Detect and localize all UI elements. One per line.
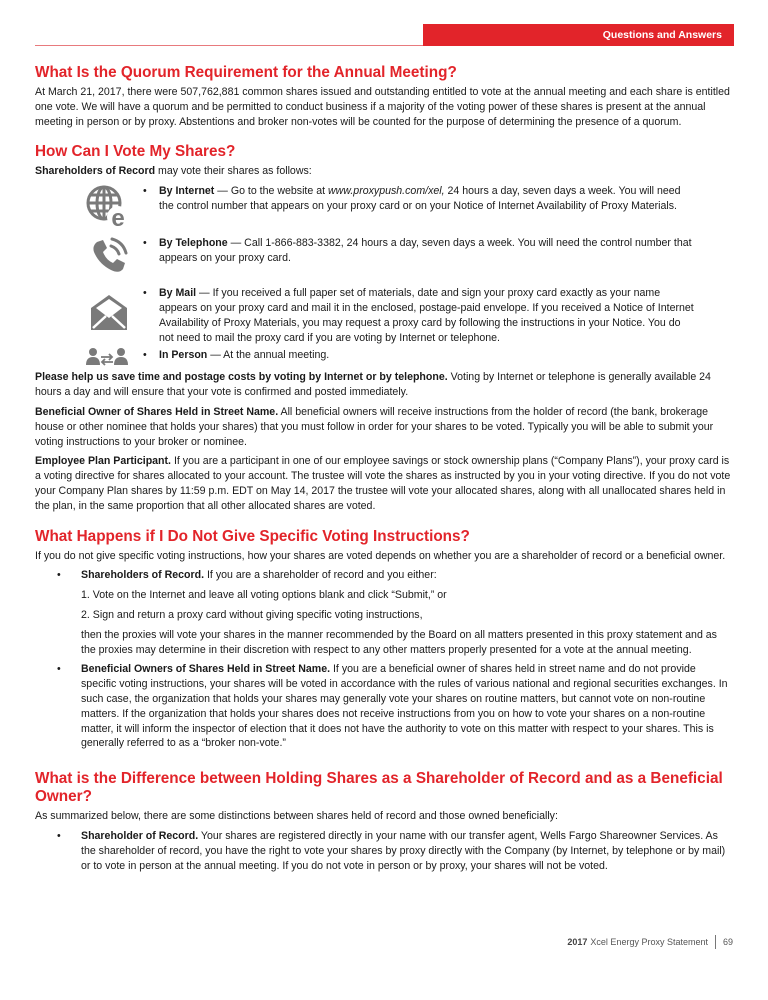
method-internet-text [159, 184, 694, 214]
header-rule [35, 45, 425, 46]
step-2: 2. Sign and return a proxy card without giving specific voting instructions, [81, 608, 423, 621]
footer-title: Xcel Energy Proxy Statement [590, 937, 708, 947]
list-item-text [81, 568, 731, 662]
then-paragraph: then the proxies will vote your shares in the manner recommended by the Board on all matters presented in this proxy statement and as the proxies may determine in their discretion with respect to any other matters properly presented for a vote at the annual meeting. [81, 628, 717, 656]
method-text: 24 hours a day, seven days a week. You will need the control number that appears on your proxy card or on your Notice of Internet Availability of Proxy Materials. [159, 185, 681, 212]
no-instructions-intro: If you do not give specific voting instructions, how your shares are voted depends on whether you are a shareholder of record or a beneficial owner. [35, 549, 726, 562]
street-rest: All beneficial owners will receive instructions from the holder of record (the bank, brokerage house or other nominee that holds your shares) that you must follow in order for your shares to be voted. Typically you will be able to submit your voting instructions to your broker or nominee. [35, 405, 714, 448]
page-footer [567, 935, 733, 949]
holder-record-bold: Shareholder of Record. [81, 829, 199, 842]
method-title: By Internet [159, 185, 215, 198]
list-item [35, 662, 735, 756]
street-owner-rest: If you are a beneficial owner of shares held in street name and do not provide specific voting instructions, your shares will be voted in accordance with the rules of various national and regional securities exchanges. In such case, the organization that holds your shares may generally vote your shares on routine matters, but cannot vote on non-routine matters. If the organization that holds your shares does not receive instructions from you on how to vote your shares on a non-routine matter, it will inform the inspector of election that it does not have the authority to vote on this matter with respect to your shares. This is generally referred to as a “broker non-vote.” [81, 663, 728, 750]
globe-internet-icon [35, 184, 143, 228]
no-instructions-list [35, 568, 735, 756]
method-title: By Mail [159, 287, 197, 300]
step-1: 1. Vote on the Internet and leave all voting options blank and click “Submit,” or [81, 589, 447, 602]
method-title: In Person [159, 349, 208, 362]
method-in-person [35, 348, 735, 366]
street-bold: Beneficial Owner of Shares Held in Street Name. [35, 405, 279, 418]
heading-no-instructions: What Happens if I Do Not Give Specific Voting Instructions? [35, 527, 470, 545]
method-mail [35, 286, 735, 345]
street-owner-paragraph [81, 662, 731, 751]
how-vote-intro [35, 164, 735, 179]
employee-plan-paragraph [35, 454, 735, 513]
method-text: — At the annual meeting. [207, 349, 330, 362]
bullet: • [57, 569, 61, 582]
section-how-vote [35, 143, 735, 513]
people-exchange-icon [35, 348, 143, 366]
plan-bold: Employee Plan Participant. [35, 455, 171, 468]
street-owner-bold: Beneficial Owners of Shares Held in Street Name. [81, 663, 331, 676]
page-number: 69 [722, 937, 733, 947]
heading-difference: What is the Difference between Holding Shares as a Shareholder of Record and as a Beneficial Owner? [35, 770, 723, 806]
method-mail-text [159, 286, 694, 345]
bullet: • [57, 663, 61, 676]
page-content [35, 64, 735, 892]
difference-intro: As summarized below, there are some distinctions between shares held of record and those owned beneficially: [35, 810, 558, 823]
method-internet [35, 184, 735, 228]
intro-bold: Shareholders of Record [35, 165, 156, 178]
envelope-icon [35, 286, 143, 332]
method-text: — If you received a full paper set of materials, date and sign your proxy card exactly as your name appears on your proxy card and mail it in the enclosed, postage-paid envelope. If you received a Notice of Internet Availability of Proxy Materials, you may request a proxy card by following the instructions in your Notice. You do not need to mail the proxy card if you are voting by Internet or telephone. [159, 287, 694, 344]
method-text: — Go to the website at [214, 185, 328, 198]
method-title: By Telephone [159, 237, 228, 250]
list-item-text [81, 662, 731, 756]
proxy-website-link[interactable]: www.proxypush.com/xel, [328, 185, 445, 198]
holder-record-paragraph [81, 829, 731, 873]
intro-rest: may vote their shares as follows: [155, 165, 312, 178]
difference-list [35, 829, 735, 878]
method-telephone [35, 236, 735, 276]
save-rest: Voting by Internet or telephone is generally available 24 hours a day and will ensure that your vote is confirmed and posted immediately. [35, 371, 711, 399]
record-rest: If you are a shareholder of record and you either: [204, 569, 437, 582]
bullet: • [57, 829, 61, 842]
save-bold: Please help us save time and postage costs by voting by Internet or by telephone. [35, 371, 448, 384]
heading-how-vote: How Can I Vote My Shares? [35, 143, 236, 161]
section-difference [35, 770, 735, 878]
phone-icon [35, 236, 143, 276]
record-bold: Shareholders of Record. [81, 569, 205, 582]
bullet: • [143, 349, 147, 362]
footer-separator [715, 935, 716, 949]
bullet: • [143, 185, 147, 198]
list-item [35, 829, 735, 878]
bullet: • [143, 237, 147, 250]
method-telephone-text [159, 236, 694, 266]
save-costs-paragraph [35, 370, 735, 400]
list-item-text [81, 829, 731, 878]
quorum-body: At March 21, 2017, there were 507,762,881 common shares issued and outstanding entitled to vote at the annual meeting and each share is entitled one vote. We will have a quorum and be permitted to conduct business if a majority of the voting power of these shares is present at the annual meeting in person or by proxy. Abstentions and broker non-votes will be counted for the purpose of determining the presence of a quorum. [35, 86, 730, 128]
plan-rest: If you are a participant in one of our employee savings or stock ownership plans (“Company Plans”), your proxy card is a voting directive for shares allocated to your account. The trustee will vote the shares as instructed by you in your voting directive. If you do not vote your Company Plan shares by 11:59 p.m. EDT on May 14, 2017 the trustee will vote your allocated shares, along with all unallocated shares held in the plan, in the same proportion that all other allocated shares are voted. [35, 455, 731, 512]
section-quorum [35, 64, 735, 129]
street-name-paragraph [35, 405, 735, 449]
footer-year: 2017 [567, 937, 588, 947]
record-lead [81, 568, 731, 583]
bullet: • [143, 287, 147, 300]
list-item [35, 568, 735, 662]
method-text: — Call 1-866-883-3382, 24 hours a day, seven days a week. You will need the control number that appears on your proxy card. [159, 237, 692, 264]
svg-text:e: e [111, 205, 125, 229]
method-in-person-text [159, 348, 694, 363]
heading-quorum: What Is the Quorum Requirement for the Annual Meeting? [35, 64, 457, 81]
holder-record-rest: Your shares are registered directly in your name with our transfer agent, Wells Fargo Shareowner Services. As the shareholder of record, you have the right to vote your shares by proxy directly with the Company (by Internet, by telephone or by mail) or to vote in person at the annual meeting. If you do not vote in person or by proxy, your shares will not be voted. [81, 829, 726, 872]
section-no-instructions [35, 528, 735, 757]
section-tab: Questions and Answers [423, 24, 734, 46]
voting-methods [35, 184, 735, 366]
